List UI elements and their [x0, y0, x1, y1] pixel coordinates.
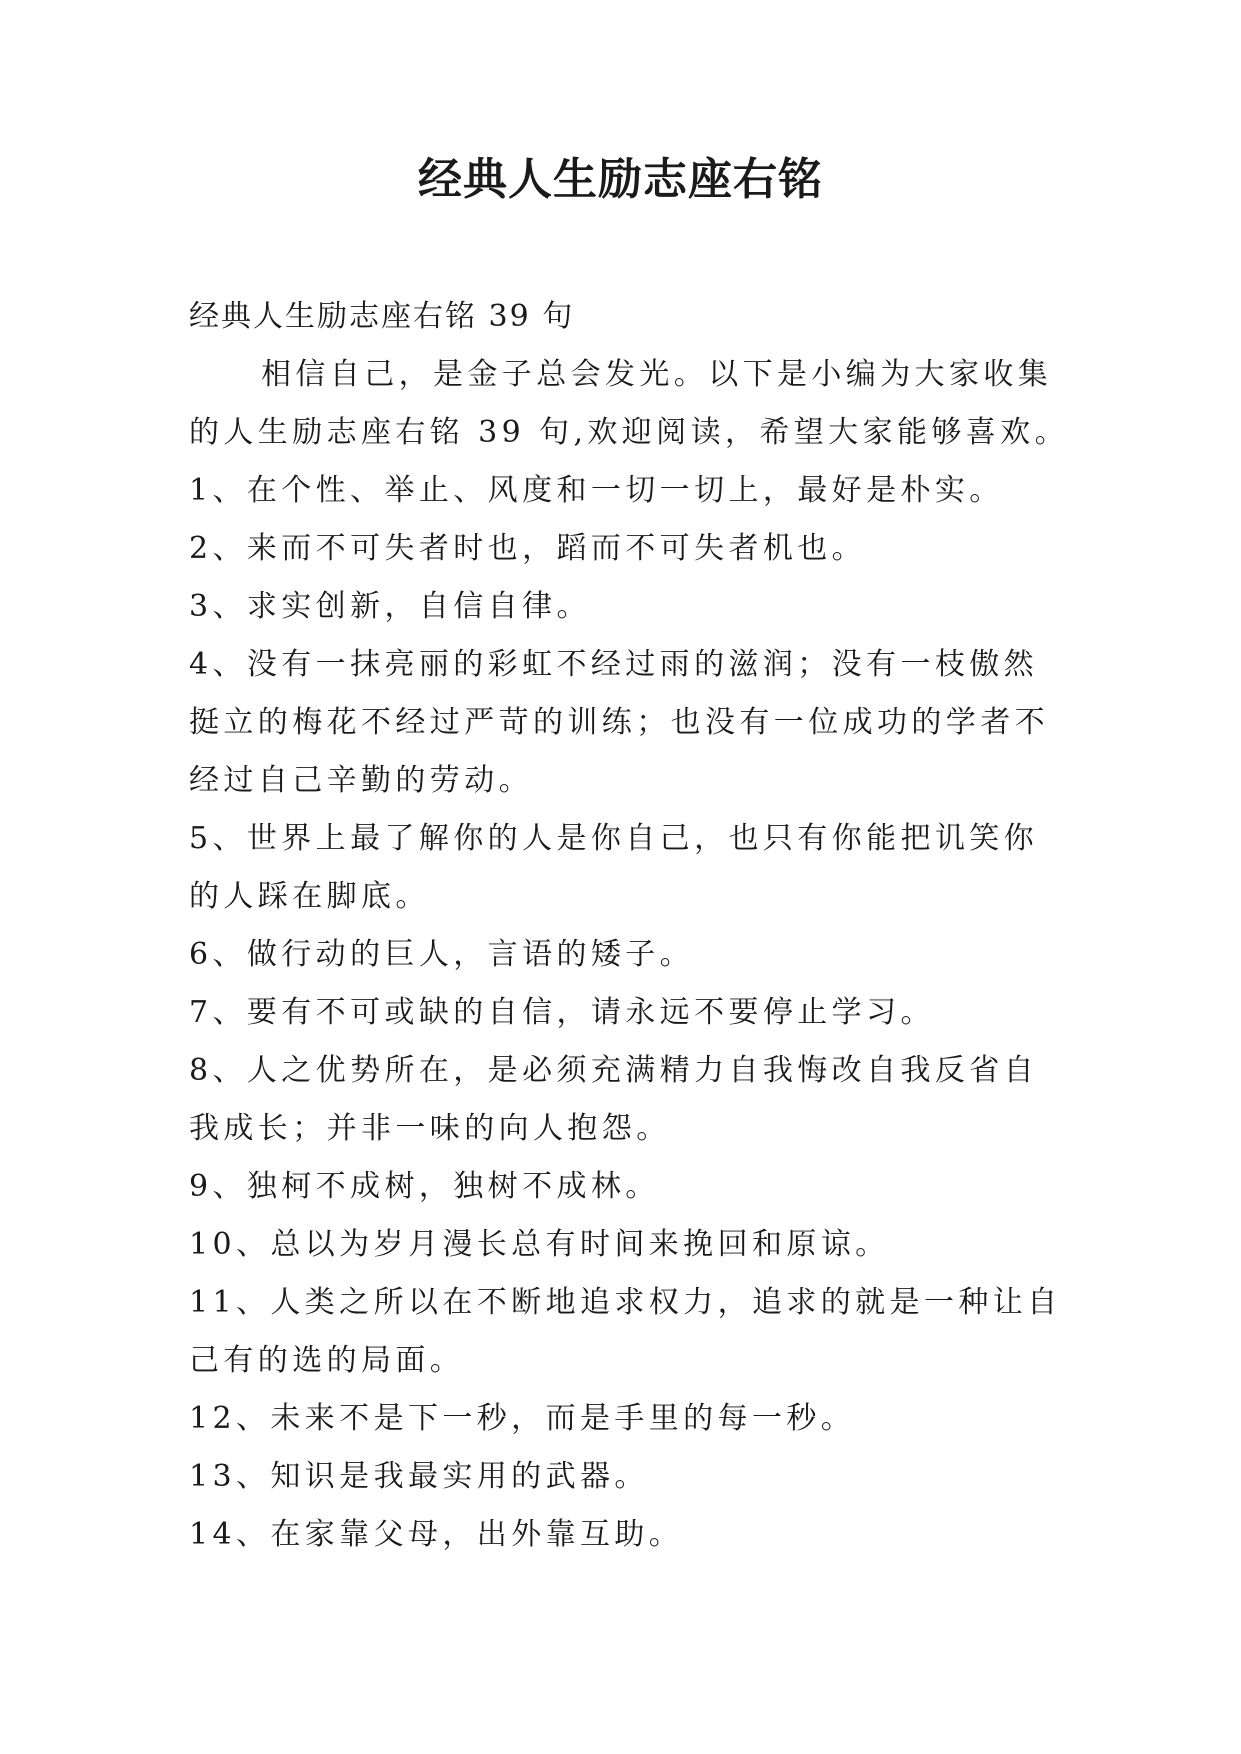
- list-item: 5、世界上最了解你的人是你自己，也只有你能把讥笑你的人踩在脚底。: [189, 821, 1039, 914]
- document-body: [189, 288, 1069, 1564]
- list-item: 13、知识是我最实用的武器。: [189, 1459, 649, 1494]
- list-item: 8、人之优势所在，是必须充满精力自我悔改自我反省自我成长；并非一味的向人抱怨。: [189, 1053, 1039, 1146]
- list-item: 14、在家靠父母，出外靠互助。: [189, 1517, 684, 1552]
- list-item: 10、总以为岁月漫长总有时间来挽回和原谅。: [189, 1227, 890, 1262]
- list-item: 6、做行动的巨人，言语的矮子。: [189, 937, 695, 972]
- list-item: 2、来而不可失者时也，蹈而不可失者机也。: [189, 531, 867, 566]
- intro-paragraph: 相信自己，是金子总会发光。以下是小编为大家收集的人生励志座右铭 39 句,欢迎阅读，希望大家能够喜欢。: [189, 357, 1069, 450]
- list-item: 12、未来不是下一秒，而是手里的每一秒。: [189, 1401, 856, 1436]
- list-item: 9、独柯不成树，独树不成林。: [189, 1169, 660, 1204]
- document-subtitle: 经典人生励志座右铭 39 句: [189, 299, 575, 334]
- list-item: 3、求实创新，自信自律。: [189, 589, 591, 624]
- list-item: 1、在个性、举止、风度和一切一切上，最好是朴实。: [189, 473, 1004, 508]
- list-item: 11、人类之所以在不断地追求权力，追求的就是一种让自己有的选的局面。: [189, 1285, 1062, 1378]
- list-item: 4、没有一抹亮丽的彩虹不经过雨的滋润；没有一枝傲然挺立的梅花不经过严苛的训练；也没有一位成功的学者不经过自己辛勤的劳动。: [189, 647, 1049, 798]
- list-item: 7、要有不可或缺的自信，请永远不要停止学习。: [189, 995, 935, 1030]
- document-title: 经典人生励志座右铭: [418, 154, 823, 205]
